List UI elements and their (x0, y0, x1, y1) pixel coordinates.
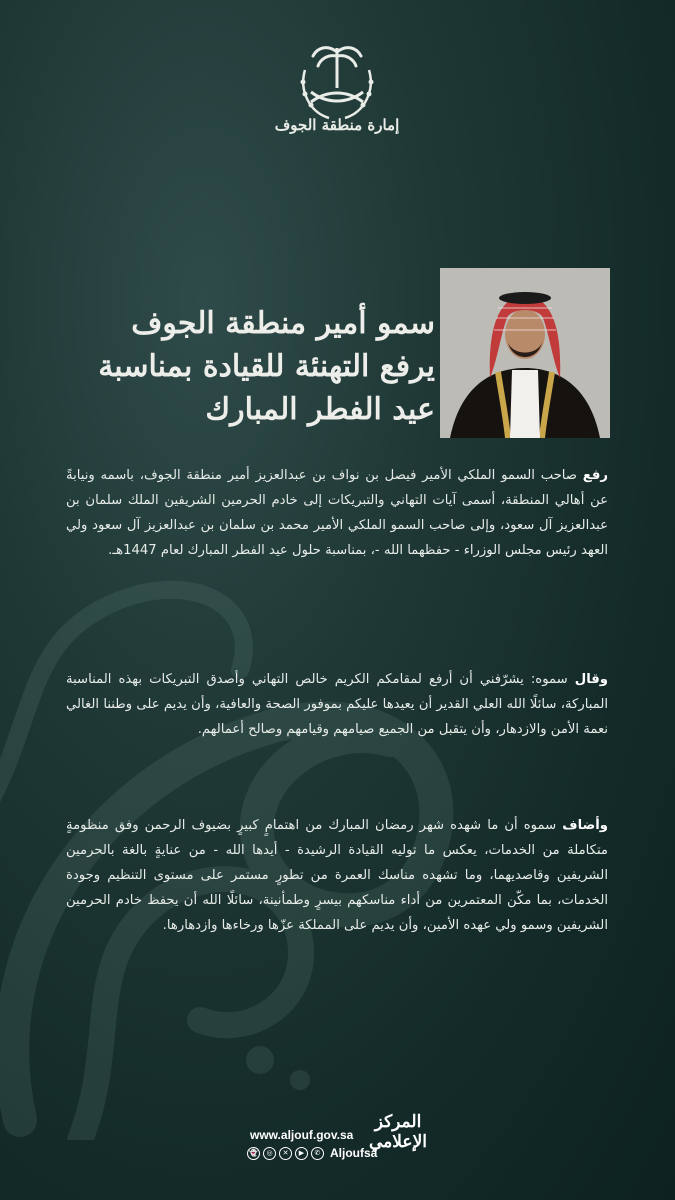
whatsapp-icon[interactable]: ✆ (311, 1147, 324, 1160)
paragraph-2-text: سموه: يشرّفني أن أرفع لمقامكم الكريم خالص التهاني وأصدق التبريكات بهذه المناسبة المباركة، سائلًا الله العلي القدير أن يعيدها عليكم بموفور الصحة والعافية، وأن يديم على وطننا الغالي نعمة الأمن والازدهار، وأن يتقبل من الجميع صيامهم وقيامهم وصالح أعمالهم. (66, 672, 608, 737)
media-center-line-1: المركز (374, 1112, 422, 1132)
social-links (247, 1145, 377, 1161)
paragraph-2-lead: وقال (574, 672, 608, 687)
headline-line-3: عيد الفطر المبارك (205, 392, 435, 427)
headline (35, 302, 435, 431)
social-handle[interactable]: Aljoufsa (330, 1146, 378, 1160)
headline-line-2: يرفع التهنئة للقيادة بمناسبة (98, 349, 435, 384)
snapchat-icon[interactable]: 👻 (247, 1147, 260, 1160)
headline-line-1: سمو أمير منطقة الجوف (131, 306, 435, 341)
article-paragraph-2 (66, 667, 608, 742)
paragraph-1-text: صاحب السمو الملكي الأمير فيصل بن نواف بن عبدالعزيز أمير منطقة الجوف، باسمه ونيابةً عن أهالي المنطقة، أسمى آيات التهاني والتبريكات إلى خادم الحرمين الشريفين الملك سلمان بن عبدالعزيز آل سعود، وإلى صاحب السمو الملكي الأمير محمد بن سلمان بن عبدالعزيز آل سعود ولي العهد رئيس مجلس الوزراء - حفظهما الله -، بمناسبة حلول عيد الفطر المبارك لعام 1447هـ. (66, 468, 608, 558)
prince-portrait (440, 268, 610, 438)
article-paragraph-3 (66, 813, 608, 938)
article-paragraph-1 (66, 463, 608, 563)
website-link[interactable]: www.aljouf.gov.sa (250, 1128, 354, 1142)
saudi-emblem-icon (287, 30, 387, 130)
org-name: إمارة منطقة الجوف (274, 116, 400, 134)
paragraph-3-text: سموه أن ما شهده شهر رمضان المبارك من اهتمامٍ كبيرٍ بضيوف الرحمن وفق منظومةٍ متكاملة من الخدمات، يعكس ما توليه القيادة الرشيدة - أيدها الله - من عنايةٍ بالغة بالحرمين الشريفين وقاصديهما، وما تشهده مناسك العمرة من تطورٍ مستمر على مستوى التنظيم وجودة الخدمات، بما مكّن المعتمرين من أداء مناسكهم بيسرٍ وطمأنينة، سائلًا الله أن يحفظ خادم الحرمين الشريفين وسمو ولي عهده الأمين، وأن يديم على المملكة عزّها ورخاءها وازدهارها. (66, 818, 608, 933)
youtube-icon[interactable]: ▶ (295, 1147, 308, 1160)
x-icon[interactable]: ✕ (279, 1147, 292, 1160)
instagram-icon[interactable]: ◎ (263, 1147, 276, 1160)
media-center-logo (367, 1112, 429, 1152)
paragraph-3-lead: وأضاف (562, 818, 608, 833)
media-center-line-2: الإعلامي (369, 1132, 427, 1152)
paragraph-1-lead: رفع (582, 468, 608, 483)
